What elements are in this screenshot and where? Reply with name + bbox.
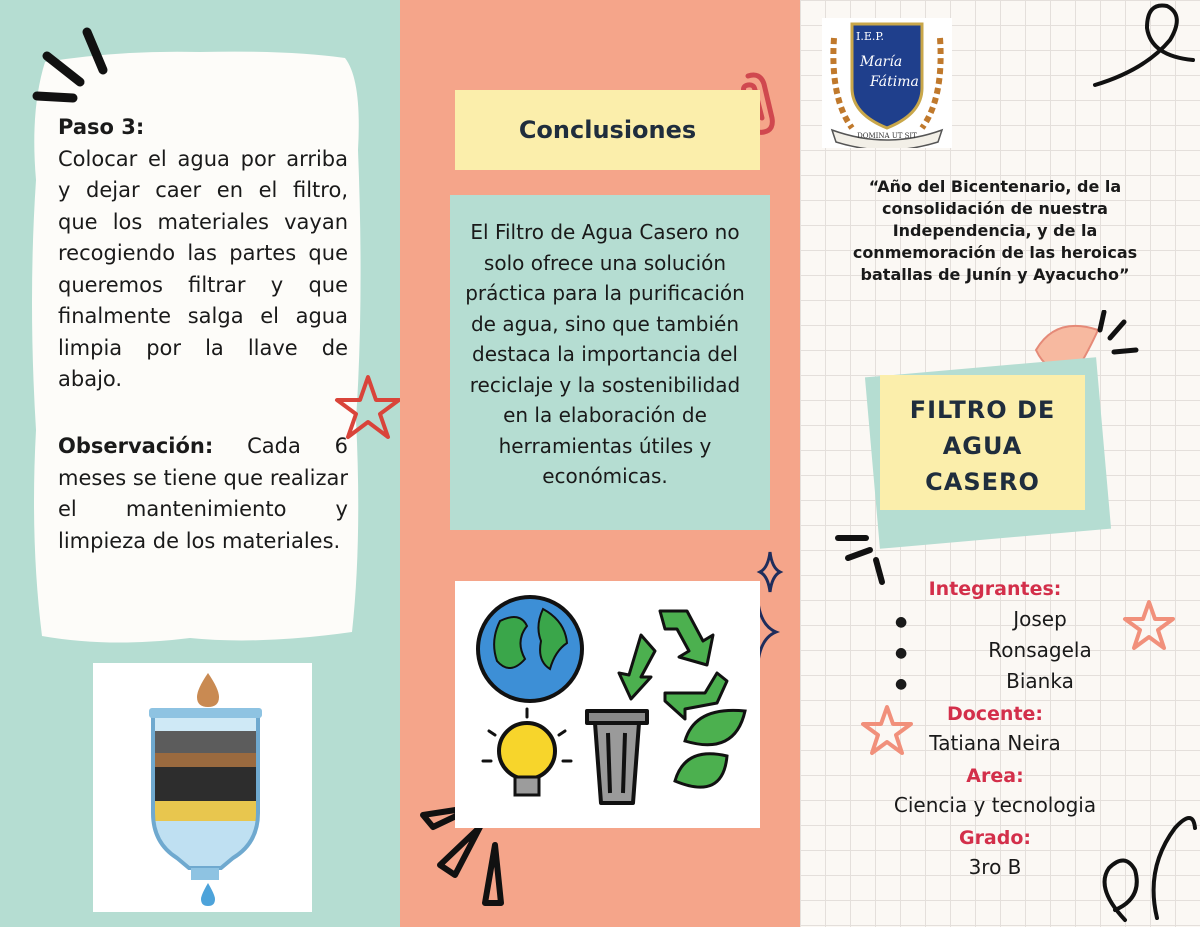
member-name: Ronsagela [988,638,1092,662]
observation-text: Cada 6 meses se tiene que realizar el mantenimiento y limpieza de los materiales. [58,434,348,553]
area-value: Ciencia y tecnologia [893,793,1097,817]
title-line-1: FILTRO DE [909,396,1056,424]
recycle-icon [619,611,727,719]
logo-initials: I.E.P. [856,30,885,43]
swirl-doodle-icon [1085,0,1200,100]
member-name: Josep [1013,607,1067,631]
teacher-name: Tatiana Neira [929,731,1061,755]
logo-ribbon: DOMINA UT SIT [857,132,917,140]
water-filter-illustration [93,663,312,912]
water-filter-icon [93,663,312,912]
step-heading: Paso 3: [58,115,145,139]
member-item: ● Ronsagela [895,638,1145,662]
members-label: Integrantes: [928,578,1062,600]
school-logo [822,18,952,148]
logo-name-line1: María [860,54,903,70]
brochure-title [880,392,1085,500]
grade-value: 3ro B [968,855,1022,879]
member-item: ● Bianka [895,669,1145,693]
grade-label: Grado: [958,827,1032,849]
observation-block [58,431,348,557]
trash-can-icon [587,711,647,803]
earth-icon [478,597,582,701]
logo-name-line2: Fátima [870,74,919,90]
conclusions-text: El Filtro de Agua Casero no solo ofrece una solución práctica para la purificación de agua, sino que también destaca la importancia del reciclaje y la sostenibilidad en la elaboración de herramientas útiles y económicas. [465,220,745,488]
conclusions-title: Conclusiones [455,90,760,170]
title-line-2: AGUA [942,432,1023,460]
accent-lines-icon [25,20,125,110]
step-text: Colocar el agua por arriba y dejar caer en el filtro, que los materiales vayan recogiendo las partes que queremos filtrar y que finalmente salga el agua limpia por la llave de abajo. [58,146,348,391]
motto-text: “Año del Bicentenario, de la consolidación de nuestra Independencia, y de la conmemoración de las heroicas batallas de Junín y Ayacucho” [852,177,1138,284]
step-3-block [58,112,348,396]
observation-heading: Observación: [58,434,214,458]
member-name: Bianka [1006,669,1074,693]
lightbulb-icon [483,709,571,795]
leaves-icon [675,710,745,787]
area-label: Area: [966,765,1024,787]
member-item: ● Josep [895,607,1145,631]
recycling-icons [455,581,760,828]
title-line-3: CASERO [925,468,1040,496]
recycling-illustration [455,581,760,828]
teacher-label: Docente: [946,703,1044,725]
